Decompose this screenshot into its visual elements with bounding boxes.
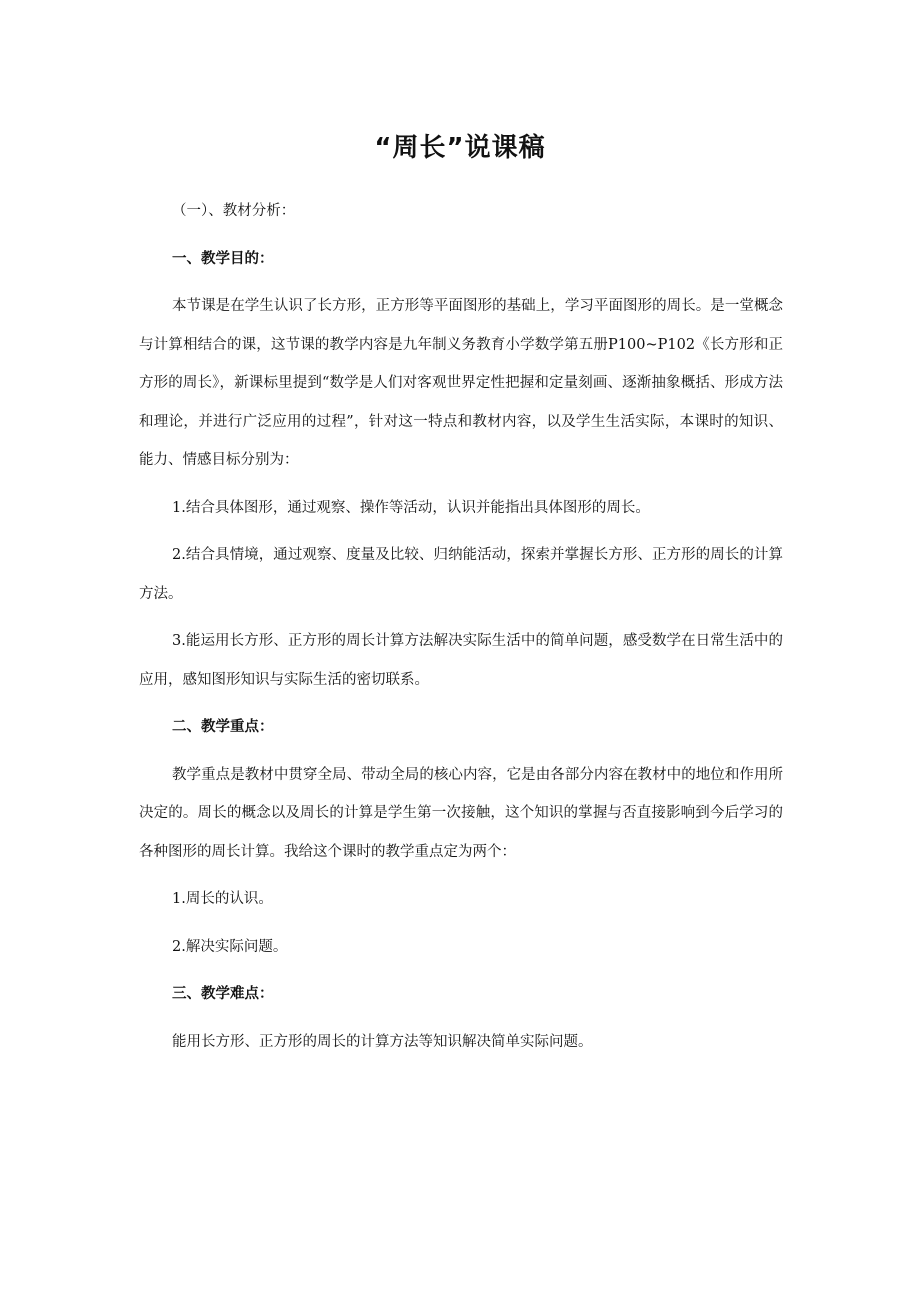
heading-key-points: 二、教学重点： [172, 719, 274, 735]
goal-item-3: 3.能运用长方形、正方形的周长计算方法解决实际生活中的简单问题，感受数学在日常生活中的应用，感知图形知识与实际生活的密切联系。 [139, 633, 783, 688]
paragraph-difficulties: 能用长方形、正方形的周长的计算方法等知识解决简单实际问题。 [172, 1033, 593, 1050]
heading-difficulties: 三、教学难点： [172, 986, 274, 1002]
document-title: “周长”说课稿 [374, 133, 546, 163]
key-point-item-2: 2.解决实际问题。 [172, 938, 288, 955]
heading-teaching-goals: 一、教学目的： [172, 250, 274, 267]
section-label: （一）、教材分析： [172, 203, 296, 219]
key-point-item-1: 1.周长的认识。 [172, 891, 273, 907]
document-body [139, 192, 783, 1061]
goal-item-1: 1.结合具体图形，通过观察、操作等活动，认识并能指出具体图形的周长。 [172, 499, 650, 516]
goal-item-2: 2.结合具情境，通过观察、度量及比较、归纳能活动，探索并掌握长方形、正方形的周长的计算方法。 [139, 547, 783, 602]
paragraph-material-intro: 本节课是在学生认识了长方形，正方形等平面图形的基础上，学习平面图形的周长。是一堂概念与计算相结合的课，这节课的教学内容是九年制义务教育小学数学第五册P100~P102《长方形和正方形的周长》，新课标里提到“数学是人们对客观世界定性把握和定量刻画、逐渐抽象概括、形成方法和理论，并进行广泛应用的过程”，针对这一特点和教材内容，以及学生生活实际，本课时的知识、能力、情感目标分别为： [139, 298, 783, 468]
paragraph-key-points: 教学重点是教材中贯穿全局、带动全局的核心内容，它是由各部分内容在教材中的地位和作用所决定的。周长的概念以及周长的计算是学生第一次接触，这个知识的掌握与否直接影响到今后学习的各种图形的周长计算。我给这个课时的教学重点定为两个： [139, 766, 783, 860]
